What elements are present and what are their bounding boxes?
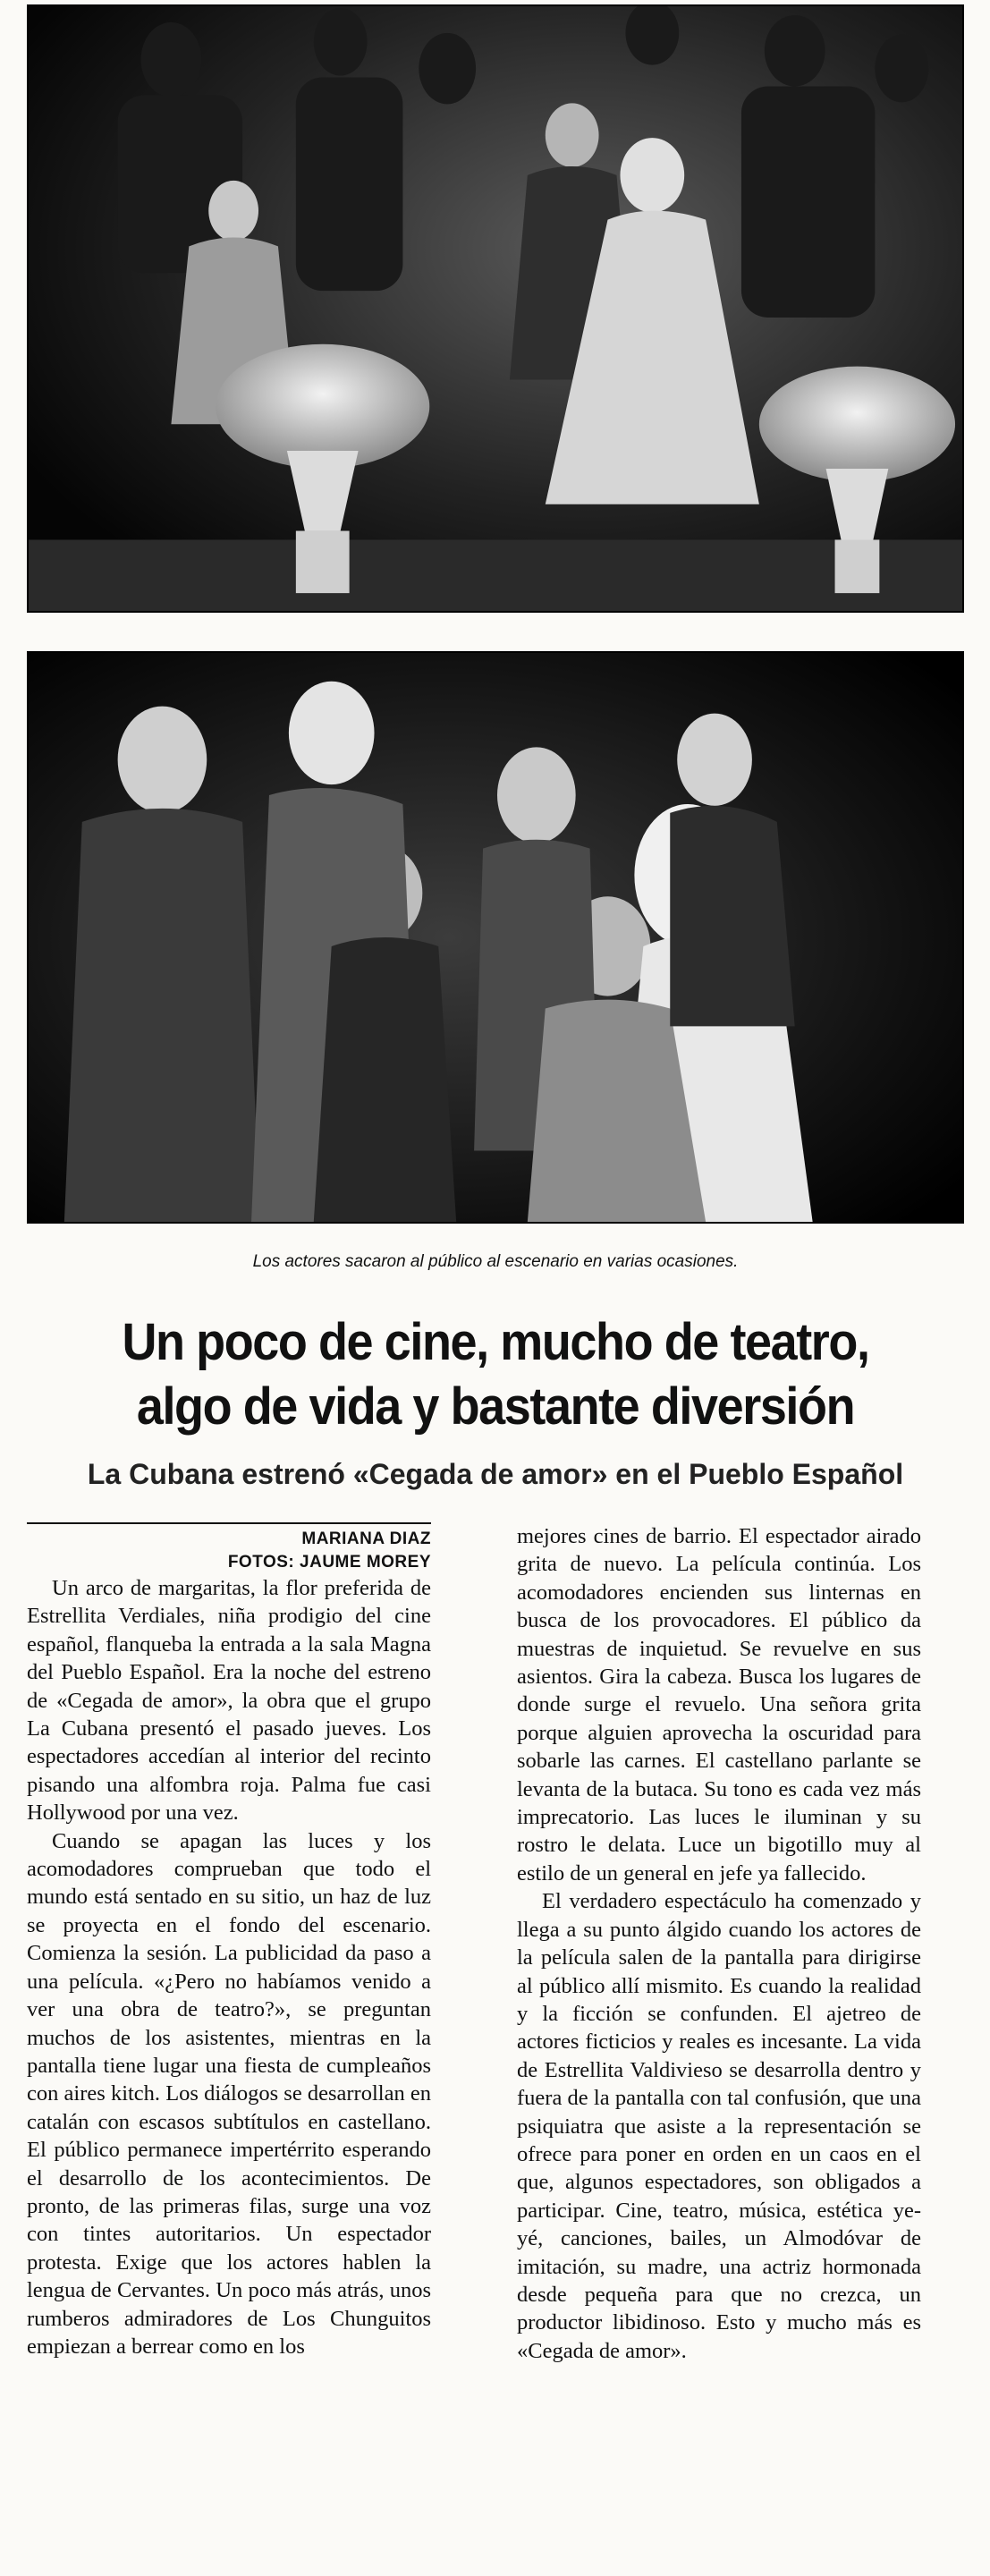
paragraph: Un arco de margaritas, la flor preferida de Estrellita Verdiales, niña prodigio del cine español, flanqueba la entrada a la sala Magna del Pueblo Español. Era la noche del estreno de «Cegada de amor», la obra que el grupo La Cubana presentó el pasado jueves. Los espectadores accedían al interior del recinto pisando una alfombra roja. Palma fue casi Hollywood por una vez.	[27, 1576, 431, 1826]
photo-caption: Los actores sacaron al público al escenario en varias ocasiones.	[252, 1252, 739, 1271]
paragraph: mejores cines de barrio. El espectador airado grita de nuevo. La película continúa. Los acomodadores encienden sus linternas en busca de los provocadores. El público da muestras de inquietud. Se revuelve en sus asientos. Gira la cabeza. Busca los lugares de donde surge el revuelo. Una señora grita porque alguien aprovecha la oscuridad para sobarle las carnes. El castellano parlante se levanta de la butaca. Su tono es cada vez más imprecatorio. Las luces le iluminan y su rostro le delata. Luce un bigotillo muy al estilo de un general en jefe ya fallecido.	[517, 1524, 921, 1885]
byline	[27, 1522, 431, 1574]
stage-photo-top	[27, 4, 964, 613]
paragraph: El verdadero espectáculo ha comenzado y llega a su punto álgido cuando los actores de la película salen de la pantalla para dirigirse al público allí mismito. Es cuando la realidad y la ficción se confunden. El ajetreo de actores ficticios y reales es incesante. La vida de Estrellita Valdivieso se desarrolla dentro y fuera de la pantalla con tal confusión, que una psiquiatra que asiste a la representación se ofrece para poner en orden en un caos en el que, algunos espectadores, son obligados a participar. Cine, teatro, música, estética ye-yé, canciones, bailes, un Almodóvar de imitación, su madre, una actriz hormonada desde pequeña para que no crezca, un productor libidinoso. Esto y mucho más es «Cegada de amor».	[517, 1889, 921, 2363]
subheadline: La Cubana estrenó «Cegada de amor» en el Pueblo Español	[87, 1458, 904, 1490]
article-column-1	[27, 1574, 431, 2360]
stage-photo-top-image	[29, 6, 962, 611]
headline	[51, 1310, 939, 1439]
byline-photos: FOTOS: JAUME MOREY	[227, 1553, 431, 1572]
headline-line-2: algo de vida y bastante diversión	[136, 1377, 855, 1436]
actors-photo-bottom	[27, 651, 964, 1224]
paragraph: Cuando se apagan las luces y los acomodadores comprueban que todo el mundo está sentado en su sitio, un haz de luz se proyecta en el fondo del escenario. Comienza la sesión. La publicidad da paso a una película. «¿Pero no habíamos venido a ver una obra de teatro?», se preguntan muchos de los asistentes, mientras en la pantalla tiene lugar una fiesta de cumpleaños con aires kitch. Los diálogos se desarrollan en catalán con escasos subtítulos en castellano. El público permanece impertérrito esperando el desarrollo de los acontecimientos. De pronto, de las primeras filas, surge una voz con tintes autoritarios. Un espectador protesta. Exige que los actores hablen la lengua de Cervantes. Un poco más atrás, unos rumberos admiradores de Los Chunguitos empiezan a berrear como en los	[27, 1828, 431, 2359]
byline-author: MARIANA DIAZ	[301, 1530, 431, 1548]
article-column-2	[517, 1522, 921, 2365]
byline-rule	[27, 1522, 431, 1524]
actors-photo-bottom-image	[29, 653, 962, 1222]
headline-line-1: Un poco de cine, mucho de teatro,	[122, 1313, 869, 1371]
